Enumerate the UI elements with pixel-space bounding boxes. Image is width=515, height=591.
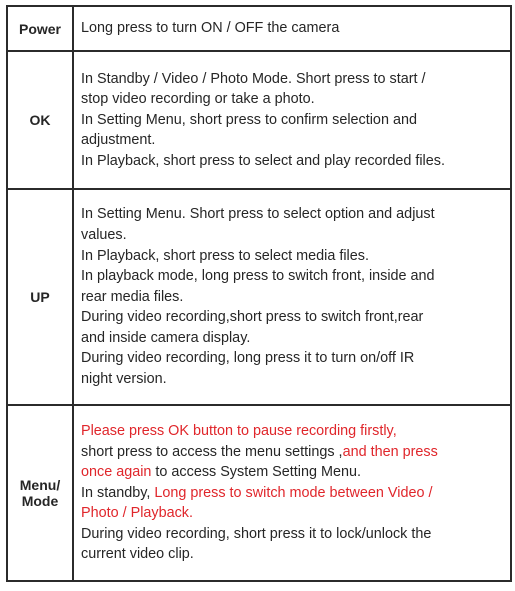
description-line — [81, 421, 506, 442]
table-row-ok — [7, 51, 511, 189]
table-row-power — [7, 6, 511, 51]
description-text: rear media files. — [81, 288, 184, 305]
description-power — [73, 6, 511, 51]
description-text: In Playback, short press to select and play recorded files. — [81, 152, 445, 169]
description-line — [81, 287, 506, 308]
description-line — [81, 151, 506, 172]
description-line — [81, 225, 506, 246]
description-line — [81, 69, 506, 90]
description-text: Long press to turn ON / OFF the camera — [81, 20, 340, 37]
description-line — [81, 204, 506, 225]
description-text: In Standby / Video / Photo Mode. Short press to start / — [81, 70, 426, 87]
description-text: In Playback, short press to select media files. — [81, 247, 369, 264]
description-text: During video recording, long press it to turn on/off IR — [81, 350, 415, 367]
description-ok — [73, 51, 511, 189]
button-name-menu-mode — [7, 405, 73, 581]
description-text: In playback mode, long press to switch front, inside and — [81, 268, 435, 285]
description-text: During video recording, short press it to lock/unlock the — [81, 525, 432, 542]
description-line — [81, 369, 506, 390]
highlighted-text: Photo / Playback. — [81, 505, 193, 522]
description-line — [81, 110, 506, 131]
button-name-line: Mode — [21, 493, 59, 509]
description-line — [81, 266, 506, 287]
description-line — [81, 246, 506, 267]
description-line — [81, 18, 506, 39]
button-name-line: Menu/ — [19, 477, 61, 493]
description-up — [73, 189, 511, 405]
description-text: In standby, — [81, 484, 155, 501]
description-line — [81, 348, 506, 369]
description-text: In Setting Menu. Short press to select option and adjust — [81, 206, 435, 223]
description-text: stop video recording or take a photo. — [81, 91, 315, 108]
table-row-menu-mode — [7, 405, 511, 581]
highlighted-text: and then press — [342, 443, 438, 460]
description-line — [81, 462, 506, 483]
description-text: values. — [81, 226, 127, 243]
description-line — [81, 307, 506, 328]
description-line — [81, 442, 506, 463]
description-line — [81, 524, 506, 545]
table-row-up — [7, 189, 511, 405]
highlighted-text: Long press to switch mode between Video / — [154, 484, 433, 501]
description-text: and inside camera display. — [81, 329, 251, 346]
button-name-up: UP — [7, 189, 73, 405]
description-text: During video recording,short press to switch front,rear — [81, 309, 424, 326]
description-text: to access System Setting Menu. — [151, 464, 361, 481]
description-line — [81, 503, 506, 524]
description-line — [81, 483, 506, 504]
button-function-table — [6, 5, 512, 582]
description-text: In Setting Menu, short press to confirm selection and — [81, 111, 417, 128]
description-text: adjustment. — [81, 132, 156, 149]
highlighted-text: Please press OK button to pause recording firstly, — [81, 422, 397, 439]
description-text: night version. — [81, 371, 167, 388]
description-line — [81, 130, 506, 151]
description-text: short press to access the menu settings , — [81, 443, 343, 460]
description-line — [81, 544, 506, 565]
description-line — [81, 328, 506, 349]
highlighted-text: once again — [81, 464, 152, 481]
description-menu-mode — [73, 405, 511, 581]
button-name-power: Power — [7, 6, 73, 51]
description-text: current video clip. — [81, 546, 194, 563]
button-name-ok: OK — [7, 51, 73, 189]
description-line — [81, 89, 506, 110]
